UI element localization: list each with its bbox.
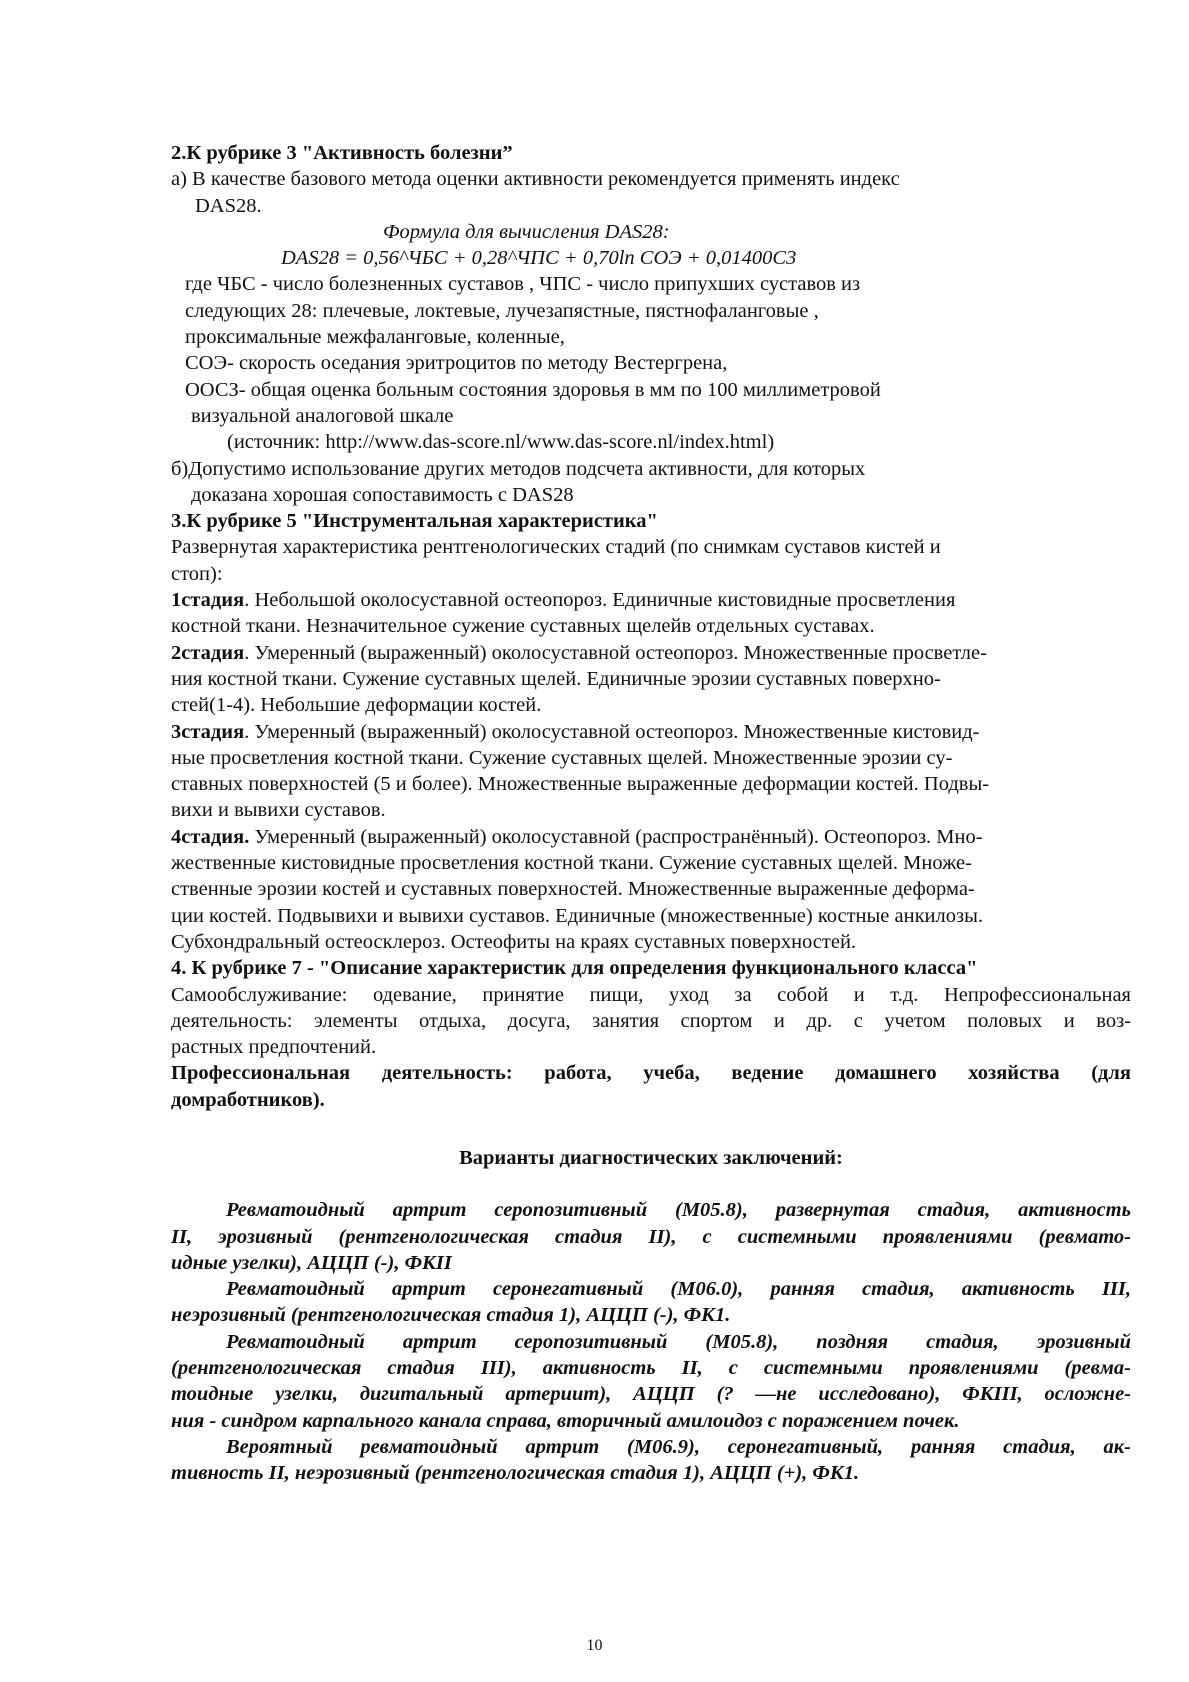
variant-1-line3: идные узелки), АЦЦП (-), ФКII bbox=[171, 1251, 452, 1274]
formula-title: Формула для вычисления DAS28: bbox=[383, 220, 670, 243]
definition-line4: СОЭ- скорость оседания эритроцитов по методу Вестергрена, bbox=[185, 352, 728, 375]
definition-line2: следующих 28: плечевые, локтевые, лучезапястные, пястнофаланговые , bbox=[185, 299, 819, 322]
page-number: 10 bbox=[586, 1637, 603, 1654]
stage-3-line4: вихи и вывихи суставов. bbox=[171, 799, 386, 822]
definition-line1: где ЧБС - число болезненных суставов , ЧПС - число припухших суставов из bbox=[185, 273, 861, 296]
stage-4-line2: жественные кистовидные просветления костной ткани. Сужение суставных щелей. Множе- bbox=[171, 852, 972, 875]
variant-2-line2: неэрозивный (рентгенологическая стадия 1), АЦЦП (-), ФК1. bbox=[171, 1304, 731, 1327]
stage-1-label: 1стадия bbox=[171, 589, 245, 612]
variants-heading: Варианты диагностических заключений: bbox=[459, 1146, 843, 1169]
section-2-a-line1: а) В качестве базового метода оценки активности рекомендуется применять индекс bbox=[171, 168, 900, 191]
variant-1-line1: Ревматоидный артрит серопозитивный (М05.8), развернутая стадия, активность bbox=[226, 1199, 1131, 1222]
stage-4-line5: Субхондральный остеосклероз. Остеофиты на краях суставных поверхностей. bbox=[171, 930, 857, 953]
stage-3-line3: ставных поверхностей (5 и более). Множественные выраженные деформации костей. Подвы- bbox=[171, 773, 990, 796]
stage-2-line3: стей(1-4). Небольшие деформации костей. bbox=[171, 694, 542, 717]
stage-1-line1 bbox=[171, 587, 1131, 613]
stage-4-line4: ции костей. Подвывихи и вывихи суставов. Единичные (множественные) костные анкилозы. bbox=[171, 904, 984, 927]
stage-4-line1 bbox=[171, 824, 1131, 850]
variant-4-line1: Вероятный ревматоидный артрит (М06.9), серонегативный, ранняя стадия, ак- bbox=[226, 1435, 1131, 1458]
section-4-p2-line2: домработников). bbox=[171, 1088, 325, 1111]
variant-3-line4: ния - синдром карпального канала справа, вторичный амилоидоз с поражением почек. bbox=[171, 1409, 960, 1432]
variant-4-line2: тивность II, неэрозивный (рентгенологическая стадия 1), АЦЦП (+), ФК1. bbox=[171, 1462, 860, 1485]
document-page bbox=[171, 140, 1131, 1487]
stage-2-text: . Умеренный (выраженный) околосуставной остеопороз. Множественные просветле- bbox=[244, 641, 987, 664]
stage-2-line1 bbox=[171, 640, 1131, 666]
variant-2-line1: Ревматоидный артрит серонегативный (М06.0), ранняя стадия, активность III, bbox=[226, 1278, 1131, 1301]
section-2-b-line2: доказана хорошая сопоставимость с DAS28 bbox=[191, 483, 574, 506]
section-3-intro-line1: Развернутая характеристика рентгенологических стадий (по снимкам суставов кистей и bbox=[171, 536, 941, 559]
stage-1-line2: костной ткани. Незначительное сужение суставных щелейв отдельных суставах. bbox=[171, 615, 875, 638]
variant-1-line2: II, эрозивный (рентгенологическая стадия II), с системными проявлениями (ревмато- bbox=[171, 1225, 1131, 1248]
stage-3-text: . Умеренный (выраженный) околосуставной остеопороз. Множественные кистовид- bbox=[244, 720, 980, 743]
stage-3-line1 bbox=[171, 719, 1131, 745]
section-4-p1-line1: Самообслуживание: одевание, принятие пищи, уход за собой и т.д. Непрофессиональная bbox=[171, 983, 1131, 1006]
stage-1-text: . Небольшой околосуставной остеопороз. Единичные кистовидные просветления bbox=[244, 589, 956, 612]
section-4-heading: 4. К рубрике 7 - "Описание характеристик для определения функционального класса" bbox=[171, 957, 978, 980]
stage-3-label: 3стадия bbox=[171, 720, 245, 743]
section-4-p1-line3: растных предпочтений. bbox=[171, 1036, 377, 1059]
section-2-b-line1: б)Допустимо использование других методов подсчета активности, для которых bbox=[171, 457, 866, 480]
definition-line6: визуальной аналоговой шкале bbox=[191, 404, 454, 427]
source-reference: (источник: http://www.das-score.nl/www.das-score.nl/index.html) bbox=[227, 431, 775, 454]
section-4-p1-line2: деятельность: элементы отдыха, досуга, занятия спортом и др. с учетом половых и воз- bbox=[171, 1009, 1131, 1032]
definition-line3: проксимальные межфаланговые, коленные, bbox=[185, 326, 565, 349]
stage-4-text: Умеренный (выраженный) околосуставной (распространённый). Остеопороз. Мно- bbox=[249, 825, 983, 848]
stage-4-line3: ственные эрозии костей и суставных поверхностей. Множественные выраженные деформа- bbox=[171, 878, 975, 901]
section-2-a-line2: DAS28. bbox=[195, 194, 262, 217]
section-3-intro-line2: стоп): bbox=[171, 562, 223, 585]
section-2-heading: 2.К рубрике 3 "Активность болезни” bbox=[171, 142, 513, 164]
stage-4-label: 4стадия. bbox=[171, 825, 250, 848]
variant-3-line1: Ревматоидный артрит серопозитивный (М05.8), поздняя стадия, эрозивный bbox=[226, 1330, 1131, 1353]
section-4-p2-line1: Профессиональная деятельность: работа, учеба, ведение домашнего хозяйства (для bbox=[171, 1062, 1131, 1085]
stage-2-label: 2стадия bbox=[171, 641, 245, 664]
definition-line5: ООСЗ- общая оценка больным состояния здоровья в мм по 100 миллиметровой bbox=[185, 378, 881, 401]
section-3-heading: 3.К рубрике 5 "Инструментальная характеристика" bbox=[171, 510, 658, 533]
das28-formula: DAS28 = 0,56^ЧБС + 0,28^ЧПС + 0,70ln СОЭ + 0,01400С3 bbox=[281, 247, 797, 270]
variant-3-line2: (рентгенологическая стадия III), активность II, с системными проявлениями (ревма- bbox=[171, 1357, 1131, 1380]
stage-3-line2: ные просветления костной ткани. Сужение суставных щелей. Множественные эрозии су- bbox=[171, 746, 953, 769]
variant-3-line3: тоидные узелки, дигитальный артериит), АЦЦП (? —не исследовано), ФКIII, осложне- bbox=[171, 1383, 1131, 1406]
stage-2-line2: ния костной ткани. Сужение суставных щелей. Единичные эрозии суставных поверхно- bbox=[171, 667, 941, 690]
